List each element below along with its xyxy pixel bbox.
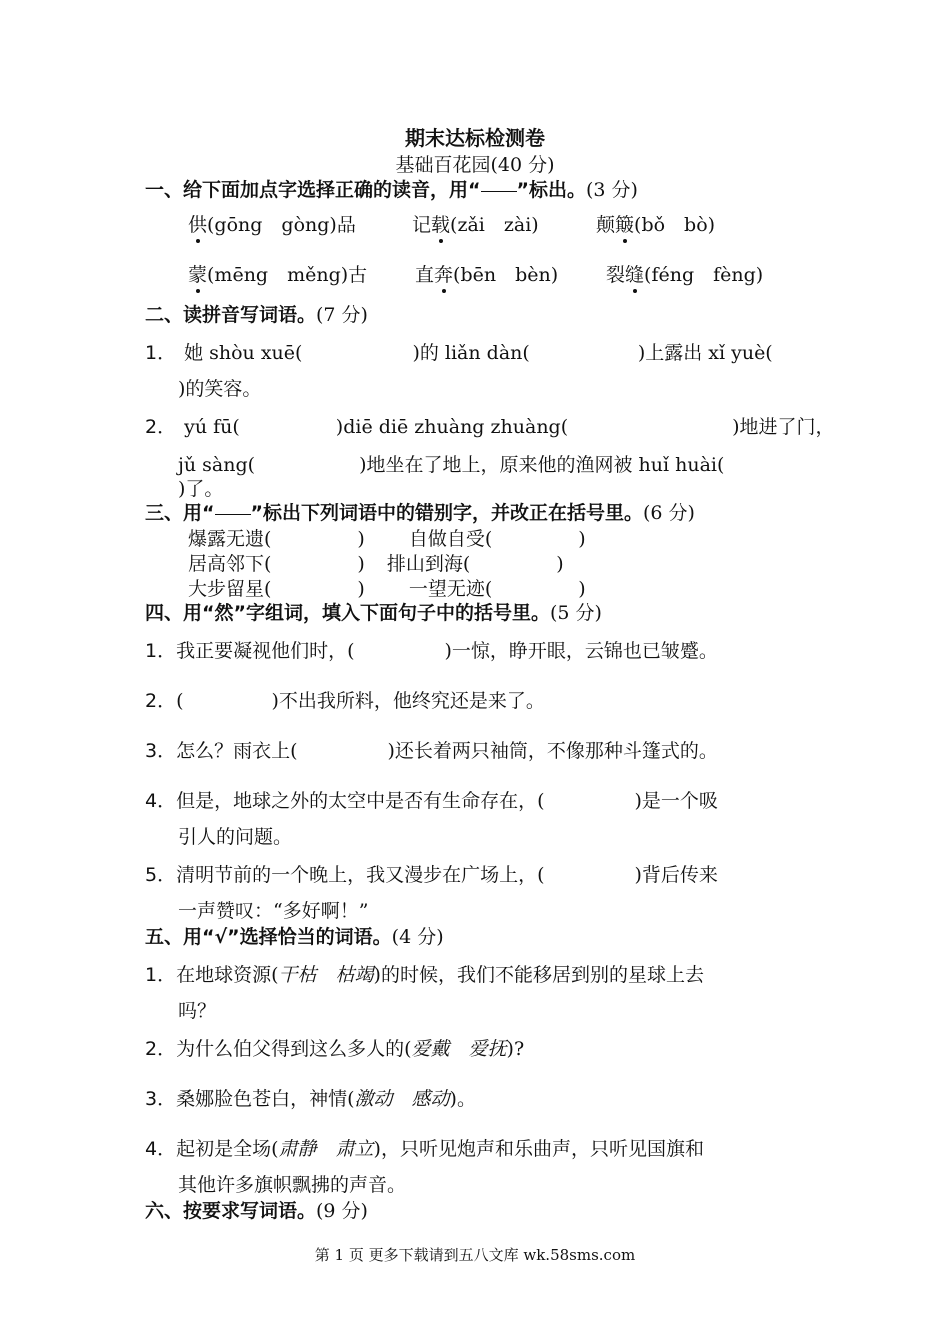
s2-q1-line2: )的笑容。 <box>178 378 262 400</box>
section-4-heading <box>145 598 602 625</box>
s5-q3: 3．桑娜脸色苍白，神情(激动 感动)。 <box>145 1088 476 1110</box>
pinyin-item: 记载(zǎi zài) <box>412 210 539 237</box>
s4-q4-line1: 4．但是，地球之外的太空中是否有生命存在，( )是一个吸 <box>145 790 718 812</box>
section-3-score: (6 分) <box>643 502 695 524</box>
s2-q2-line3: )了。 <box>178 478 224 500</box>
pinyin-item: 裂缝(féng fèng) <box>606 260 763 287</box>
s3-row-3: 大步留星( ) 一望无迹( ) <box>188 578 586 600</box>
dotted-char: 载 <box>431 210 450 237</box>
s3-row-2: 居高邻下( ) 排山到海( ) <box>188 553 564 575</box>
s5-q4-line2: 其他许多旗帜飘拂的声音。 <box>178 1174 407 1196</box>
section-6-heading <box>145 1196 368 1223</box>
s3-row-1: 爆露无遗( ) 自做自受( ) <box>188 528 586 550</box>
dotted-char: 缝 <box>625 260 644 287</box>
s4-q4-line2: 引人的问题。 <box>178 826 293 848</box>
s5-q1-line1: 1．在地球资源(干枯 枯竭)的时候，我们不能移居到别的星球上去 <box>145 964 704 986</box>
s5-q1-line2: 吗？ <box>178 1000 217 1022</box>
dotted-char: 簸 <box>615 210 634 237</box>
s4-q2: 2．( )不出我所料，他终究还是来了。 <box>145 690 545 712</box>
section-5-score: (4 分) <box>391 926 444 948</box>
section-2-heading <box>145 300 368 327</box>
underline-mark <box>481 190 517 192</box>
section-6-score: (9 分) <box>316 1200 368 1222</box>
section-1-score: (3 分) <box>586 179 638 201</box>
s5-q2: 2．为什么伯父得到这么多人的(爱戴 爱抚)? <box>145 1038 525 1060</box>
dotted-char: 供 <box>188 210 207 237</box>
section-2-score: (7 分) <box>316 304 368 326</box>
section-4-score: (5 分) <box>549 602 602 624</box>
s2-q2-line1: 2． yú fū( )diē diē zhuàng zhuàng( )地进了门， <box>145 416 835 438</box>
section-2-label: 二、读拼音写词语。 <box>145 304 317 326</box>
page-title: 期末达标检测卷 <box>405 126 545 150</box>
section-3-label-a: 三、用“ <box>145 502 215 524</box>
page-subtitle: 基础百花园(40 分) <box>395 154 555 176</box>
s5-q4-line1: 4．起初是全场(肃静 肃立)，只听见炮声和乐曲声，只听见国旗和 <box>145 1138 704 1160</box>
section-4-label: 四、用“然”字组词，填入下面句子中的括号里。 <box>145 602 550 624</box>
dotted-char: 奔 <box>434 260 453 287</box>
pinyin-item: 蒙(mēng měng)古 <box>188 260 367 287</box>
section-3-heading <box>145 498 695 525</box>
s4-q5-line1: 5．清明节前的一个晚上，我又漫步在广场上，( )背后传来 <box>145 864 718 886</box>
s4-q1: 1．我正要凝视他们时，( )一惊，睁开眼，云锦也已皱蹙。 <box>145 640 718 662</box>
section-1-label-a: 一、给下面加点字选择正确的读音，用“ <box>145 179 481 201</box>
page-footer: 第 1 页 更多下载请到五八文库 wk.58sms.com <box>314 1246 636 1264</box>
pinyin-item: 供(gōng gòng)品 <box>188 210 356 237</box>
section-1-heading <box>145 175 638 202</box>
dotted-char: 蒙 <box>188 260 207 287</box>
s4-q3: 3．怎么？雨衣上( )还长着两只袖筒，不像那种斗篷式的。 <box>145 740 718 762</box>
section-3-label-b: ”标出下列词语中的错别字，并改正在括号里。 <box>250 502 643 524</box>
section-6-label: 六、按要求写词语。 <box>145 1200 317 1222</box>
s2-q1-line1: 1． 她 shòu xuē( )的 liǎn dàn( )上露出 xǐ yuè( <box>145 342 773 364</box>
pinyin-item: 直奔(bēn bèn) <box>415 260 558 287</box>
s4-q5-line2: 一声赞叹：“多好啊！” <box>178 900 369 922</box>
section-5-label: 五、用“√”选择恰当的词语。 <box>145 926 392 948</box>
s2-q2-line2: jǔ sàng( )地坐在了地上，原来他的渔网被 huǐ huài( <box>178 454 725 476</box>
section-1-label-b: ”标出。 <box>516 179 586 201</box>
underline-mark <box>215 513 251 515</box>
pinyin-item: 颠簸(bǒ bò) <box>596 210 715 237</box>
section-5-heading <box>145 922 444 949</box>
